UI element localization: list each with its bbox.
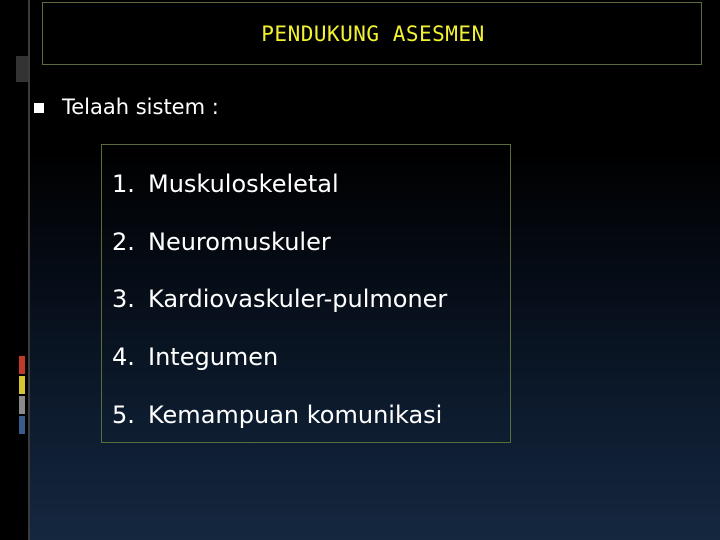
bullet-text: Telaah sistem : [62,95,219,119]
slide-title: PENDUKUNG ASESMEN [261,22,485,46]
list-item-label: Muskuloskeletal [148,170,339,198]
list-item-number: 1. [112,170,135,198]
accent-strip-red [19,356,25,374]
numbered-list-box [101,144,511,443]
list-item [112,340,278,374]
bullet-row [34,92,219,122]
title-box [42,2,702,65]
list-item-label: Kardiovaskuler-pulmoner [148,285,448,313]
accent-strip-gray [19,396,25,414]
list-item [112,282,447,316]
list-item-number: 4. [112,343,135,371]
list-item [112,398,442,432]
left-divider-bar [28,0,30,540]
accent-strip-yellow [19,376,25,394]
list-item-number: 5. [112,401,135,429]
list-item-label: Integumen [148,343,279,371]
list-item-number: 2. [112,228,135,256]
left-decorative-square [16,56,28,82]
list-item [112,225,331,259]
list-item-label: Neuromuskuler [148,228,331,256]
accent-strip-blue [19,416,25,434]
list-item-label: Kemampuan komunikasi [148,401,443,429]
list-item-number: 3. [112,285,135,313]
list-item [112,167,339,201]
square-bullet-icon [34,103,44,113]
